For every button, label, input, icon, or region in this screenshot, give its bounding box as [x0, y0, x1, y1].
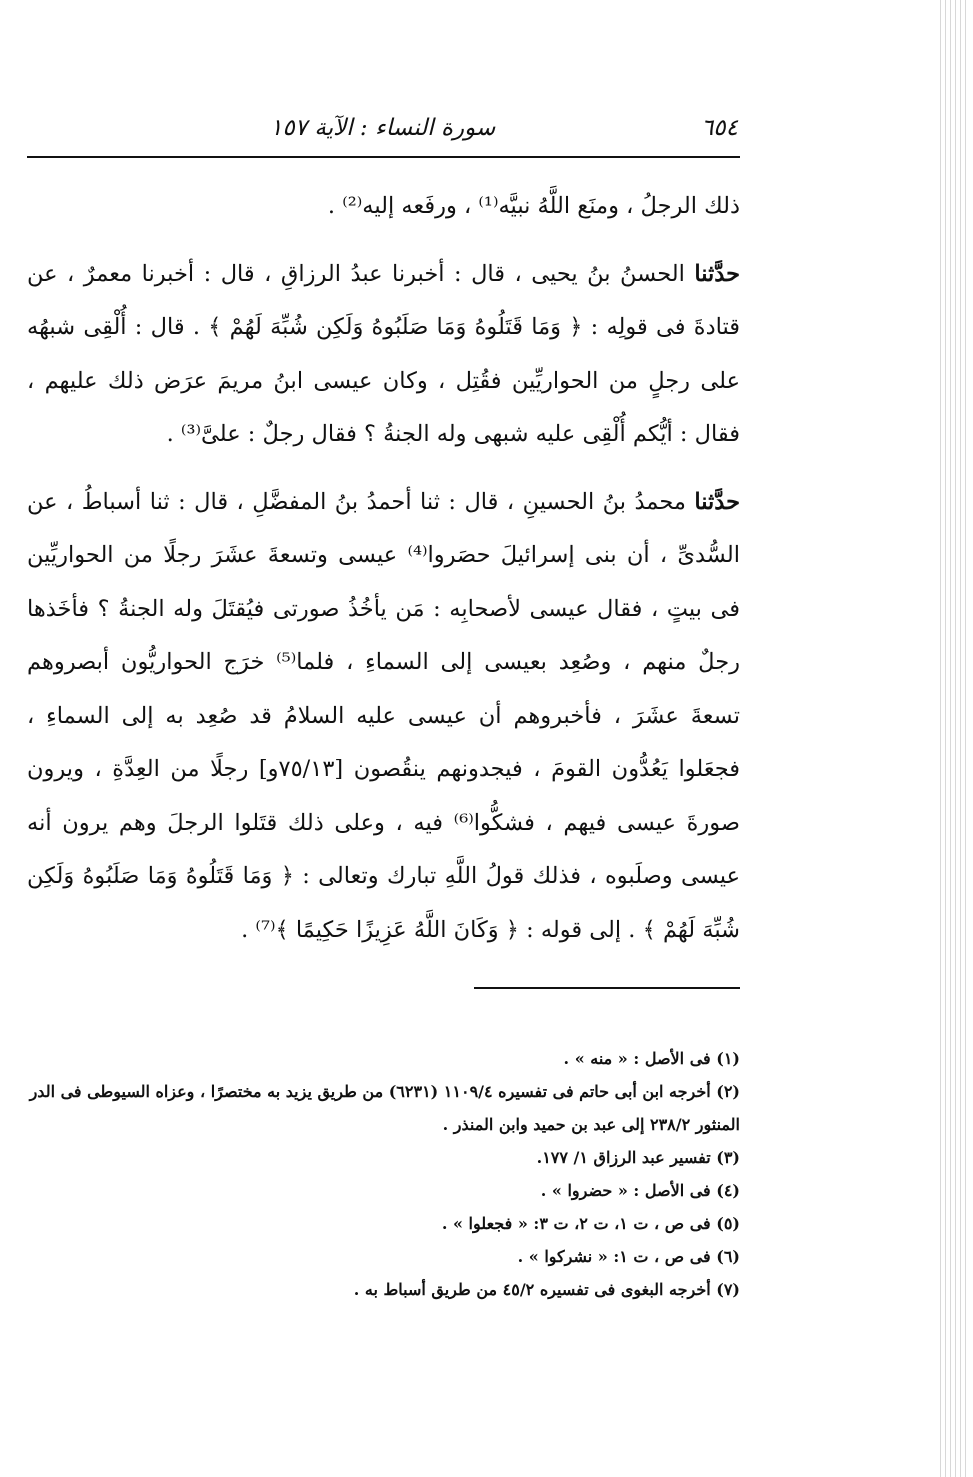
paragraph-3 — [27, 476, 740, 958]
footnote-3: (٣) تفسير عبد الرزاق ١/ ١٧٧. — [536, 1148, 740, 1167]
footnote-5: (٥) فى ص ، ت ١، ت ٢، ت ٣: « فجعلوا » . — [441, 1214, 740, 1233]
page-edge-lines — [933, 0, 973, 1477]
footnote-1: (١) فى الأصل : « منه » . — [563, 1049, 740, 1068]
footnotes — [27, 1042, 740, 1306]
footnote-7: (٧) أخرجه البغوى فى تفسيره ٤٥/٢ من طريق أسباط به . — [353, 1280, 740, 1299]
running-title: سورة النساء : الآية ١٥٧ — [270, 115, 496, 141]
page-header — [270, 108, 738, 148]
footnote-6: (٦) فى ص ، ت ١: « نشركوا » . — [517, 1247, 740, 1266]
footnote-2: (٢) أخرجه ابن أبى حاتم فى تفسيره ١١٠٩/٤ (٦٢٣١) من طريق يزيد به مختصرًا ، وعزاه السيوطى فى الدر المنثور ٢٣٨/٢ إلى عبد بن حميد وابن المنذر . — [29, 1082, 740, 1134]
paragraph-3-lead: حدَّثنا — [694, 488, 740, 515]
paragraph-2-lead: حدَّثنا — [694, 260, 740, 287]
paragraph-1: ذلك الرجلُ ، ومنَع اللَّهُ نبيَّه⁽¹⁾ ، ورفَعه إليه⁽²⁾ . — [327, 193, 740, 219]
paragraph-3-text: محمدُ بنُ الحسينِ ، قال : ثنا أحمدُ بنُ المفضَّلِ ، قال : ثنا أسباطُ ، عن السُّدىِّ ، أن بنى إسرائيلَ حصَروا⁽⁴⁾ عيسى وتسعةَ عشَرَ رجلًا من الحواريِّين فى بيتٍ ، فقال عيسى لأصحابِه : مَن يأخُذُ صورتى فيُقتَلَ وله الجنةُ ؟ فأخَذها رجلٌ منهم ، وصُعِد بعيسى إلى السماءِ ، فلما⁽⁵⁾ خرَج الحواريُّون أبصروهم تسعةَ عشَرَ ، فأخبروهم أن عيسى عليه السلامُ قد صُعِد به إلى السماءِ ، فجعَلوا يَعُدُّون القومَ ، فيجدونهم ينقُصون [٧٥/١٣و] رجلًا من العِدَّةِ ، ويرون صورةَ عيسى فيهم ، فشكُّوا⁽⁶⁾ فيه ، وعلى ذلك قتَلوا الرجلَ وهم يرون أنه عيسى وصلَبوه ، فذلك قولُ اللَّهِ تبارك وتعالى : ﴿ وَمَا قَتَلُوهُ وَمَا صَلَبُوهُ وَلَكِن شُبِّهَ لَهُمْ ﴾ . إلى قوله : ﴿ وَكَانَ اللَّهُ عَزِيزًا حَكِيمًا ﴾⁽⁷⁾ . — [27, 488, 741, 943]
page-number: ٦٥٤ — [700, 115, 738, 141]
paragraph-2-text: الحسنُ بنُ يحيى ، قال : أخبرنا عبدُ الرزاقِ ، قال : أخبرنا معمرٌ ، عن قتادةَ فى قولِه : ﴿ وَمَا قَتَلُوهُ وَمَا صَلَبُوهُ وَلَكِن شُبِّهَ لَهُمْ ﴾ . قال : أُلْقِى شبهُه على رجلٍ من الحواريِّين فقُتِل ، وكان عيسى ابنُ مريمَ عرَض ذلك عليهم ، فقال : أيُّكم أُلْقِى عليه شبهى وله الجنةُ ؟ فقال رجلٌ : علىَّ⁽³⁾ . — [27, 260, 740, 447]
footnote-rule — [474, 987, 740, 989]
header-rule — [27, 156, 740, 158]
footnote-4: (٤) فى الأصل : « حضروا » . — [540, 1181, 740, 1200]
paragraph-2 — [27, 248, 740, 462]
main-text — [27, 180, 740, 957]
